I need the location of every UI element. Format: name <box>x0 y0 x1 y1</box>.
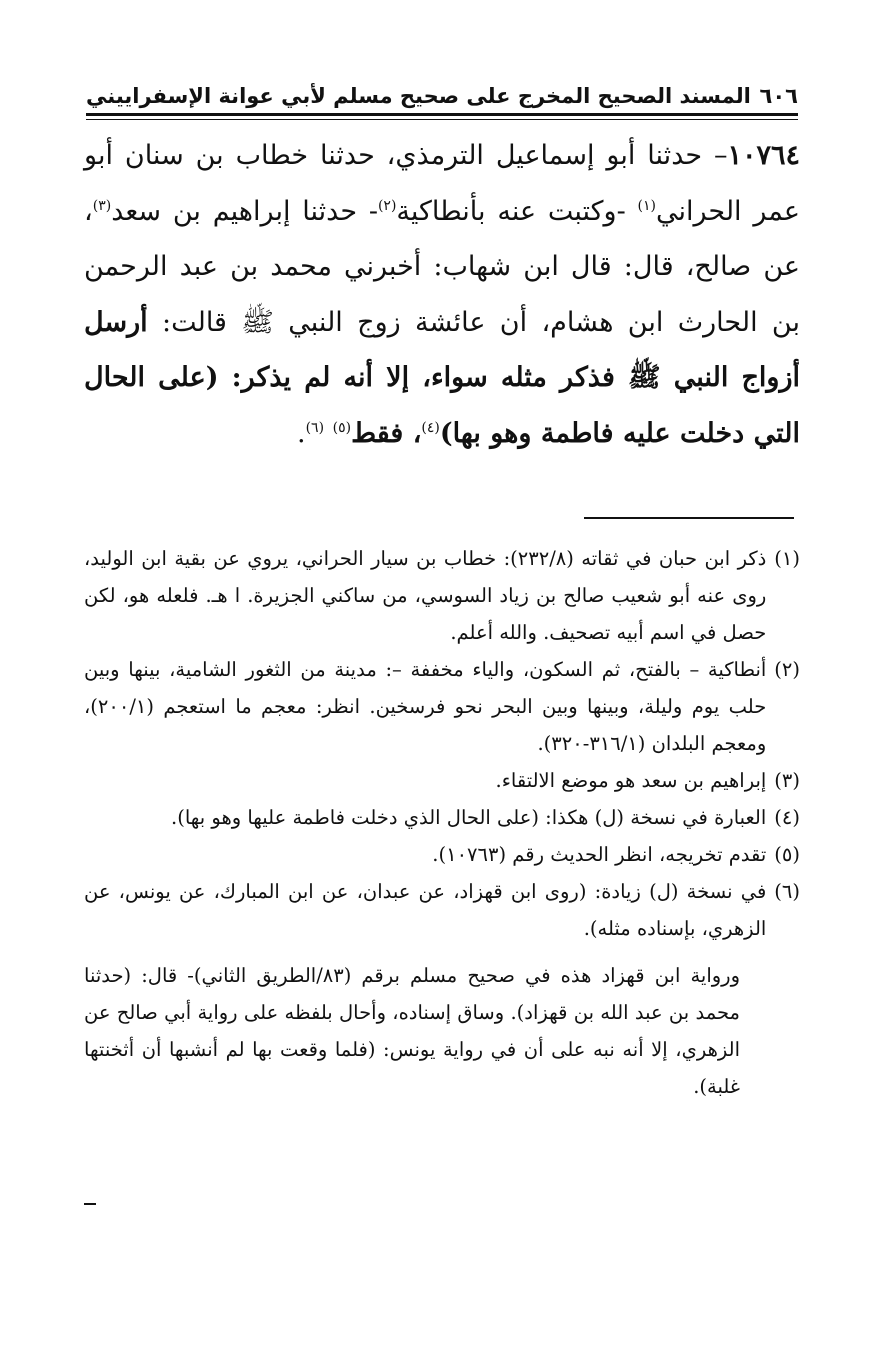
footnote-label: (١) <box>774 547 800 570</box>
footnote-label: (٥) <box>774 843 800 866</box>
footnote <box>84 762 800 799</box>
footnote <box>84 799 800 836</box>
running-title: المسند الصحيح المخرج على صحيح مسلم لأبي عوانة الإسفراييني <box>86 84 751 108</box>
footnote-separator <box>584 517 794 519</box>
footnote-label: (٤) <box>774 806 800 829</box>
hadith-text-part: -وكتبت عنه بأنطاكية <box>396 195 638 227</box>
footnote-text: تقدم تخريجه، انظر الحديث رقم (١٠٧٦٣). <box>432 843 767 866</box>
footnote-text: العبارة في نسخة (ل) هكذا: (على الحال الذي دخلت فاطمة عليها وهو بها). <box>171 806 767 829</box>
hadith-text-part: . <box>296 417 306 449</box>
hadith-number: ١٠٧٦٤ <box>727 140 800 171</box>
footnote-text: أنطاكية – بالفتح، ثم السكون، والياء مخففة –: مدينة من الثغور الشامية، بينها وبين حلب يوم وليلة، وبينها وبين البحر نحو فرسخين. انظر: معجم ما استعجم (٢٠٠/١)، ومعجم البلدان (٣١٦/١-٣٢٠). <box>84 658 767 755</box>
footnote-marker: (٥) <box>332 419 352 436</box>
footnote-marker: (٦) <box>305 419 325 436</box>
footnote-text: في نسخة (ل) زيادة: (روى ابن قهزاد، عن عبدان، عن ابن المبارك، عن يونس، عن الزهري، بإسناده مثله). <box>84 880 767 940</box>
page-number: ٦٠٦ <box>759 84 798 108</box>
footnote-continuation: ورواية ابن قهزاد هذه في صحيح مسلم برقم (٨٣/الطريق الثاني)- قال: (حدثنا محمد بن عبد الله بن قهزاد). وساق إسناده، وأحال بلفظه على رواية أبي صالح عن الزهري، إلا أنه نبه على أن في رواية يونس: (فلما وقعت بها لم أنشبها أن أثخنتها غلبة). <box>84 964 740 1098</box>
hadith-matn: أرسل أزواج النبي ﷺ فذكر مثله سواء، إلا أنه لم يذكر: (على الحال التي دخلت عليه فاطمة وهو بها) <box>84 306 800 449</box>
header-rule <box>86 113 798 120</box>
hadith-text-part: ، عن صالح، قال: قال ابن شهاب: أخبرني محمد بن عبد الرحمن بن الحارث ابن هشام، أن عائشة زوج النبي ﷺ قالت: <box>84 195 800 338</box>
hadith-text <box>84 128 800 461</box>
footnotes <box>84 540 800 1105</box>
footnote-marker: (٤) <box>421 419 440 436</box>
hadith-text-part: – حدثنا أبو إسماعيل الترمذي، حدثنا خطاب بن سنان أبو عمر الحراني <box>84 140 800 227</box>
footnote <box>84 540 800 651</box>
footnote-label: (٢) <box>774 658 800 681</box>
footnote-marker: (٢) <box>377 197 397 214</box>
running-header <box>86 74 798 108</box>
footnote-label: (٣) <box>774 769 800 792</box>
hadith-text-part: - حدثنا إبراهيم بن سعد <box>111 195 378 227</box>
footnote <box>84 873 800 947</box>
footnote-marker: (٣) <box>92 197 112 214</box>
footnote-marker: (١) <box>637 197 656 214</box>
footnote-label: (٦) <box>774 880 800 903</box>
footnote <box>84 651 800 762</box>
hadith-matn: ، فقط <box>351 417 422 449</box>
footnote-text: إبراهيم بن سعد هو موضع الالتقاء. <box>495 769 767 792</box>
footnote-text: ذكر ابن حبان في ثقاته (٢٣٢/٨): خطاب بن سيار الحراني، يروي عن بقية ابن الوليد، روى عنه أبو شعيب صالح بن زياد السوسي، من ساكني الجزيرة. ا هـ. فلعله هو، لكن حصل في اسم أبيه تصحيف. والله أعلم. <box>84 547 767 644</box>
end-mark <box>84 1203 96 1205</box>
footnote <box>84 836 800 873</box>
